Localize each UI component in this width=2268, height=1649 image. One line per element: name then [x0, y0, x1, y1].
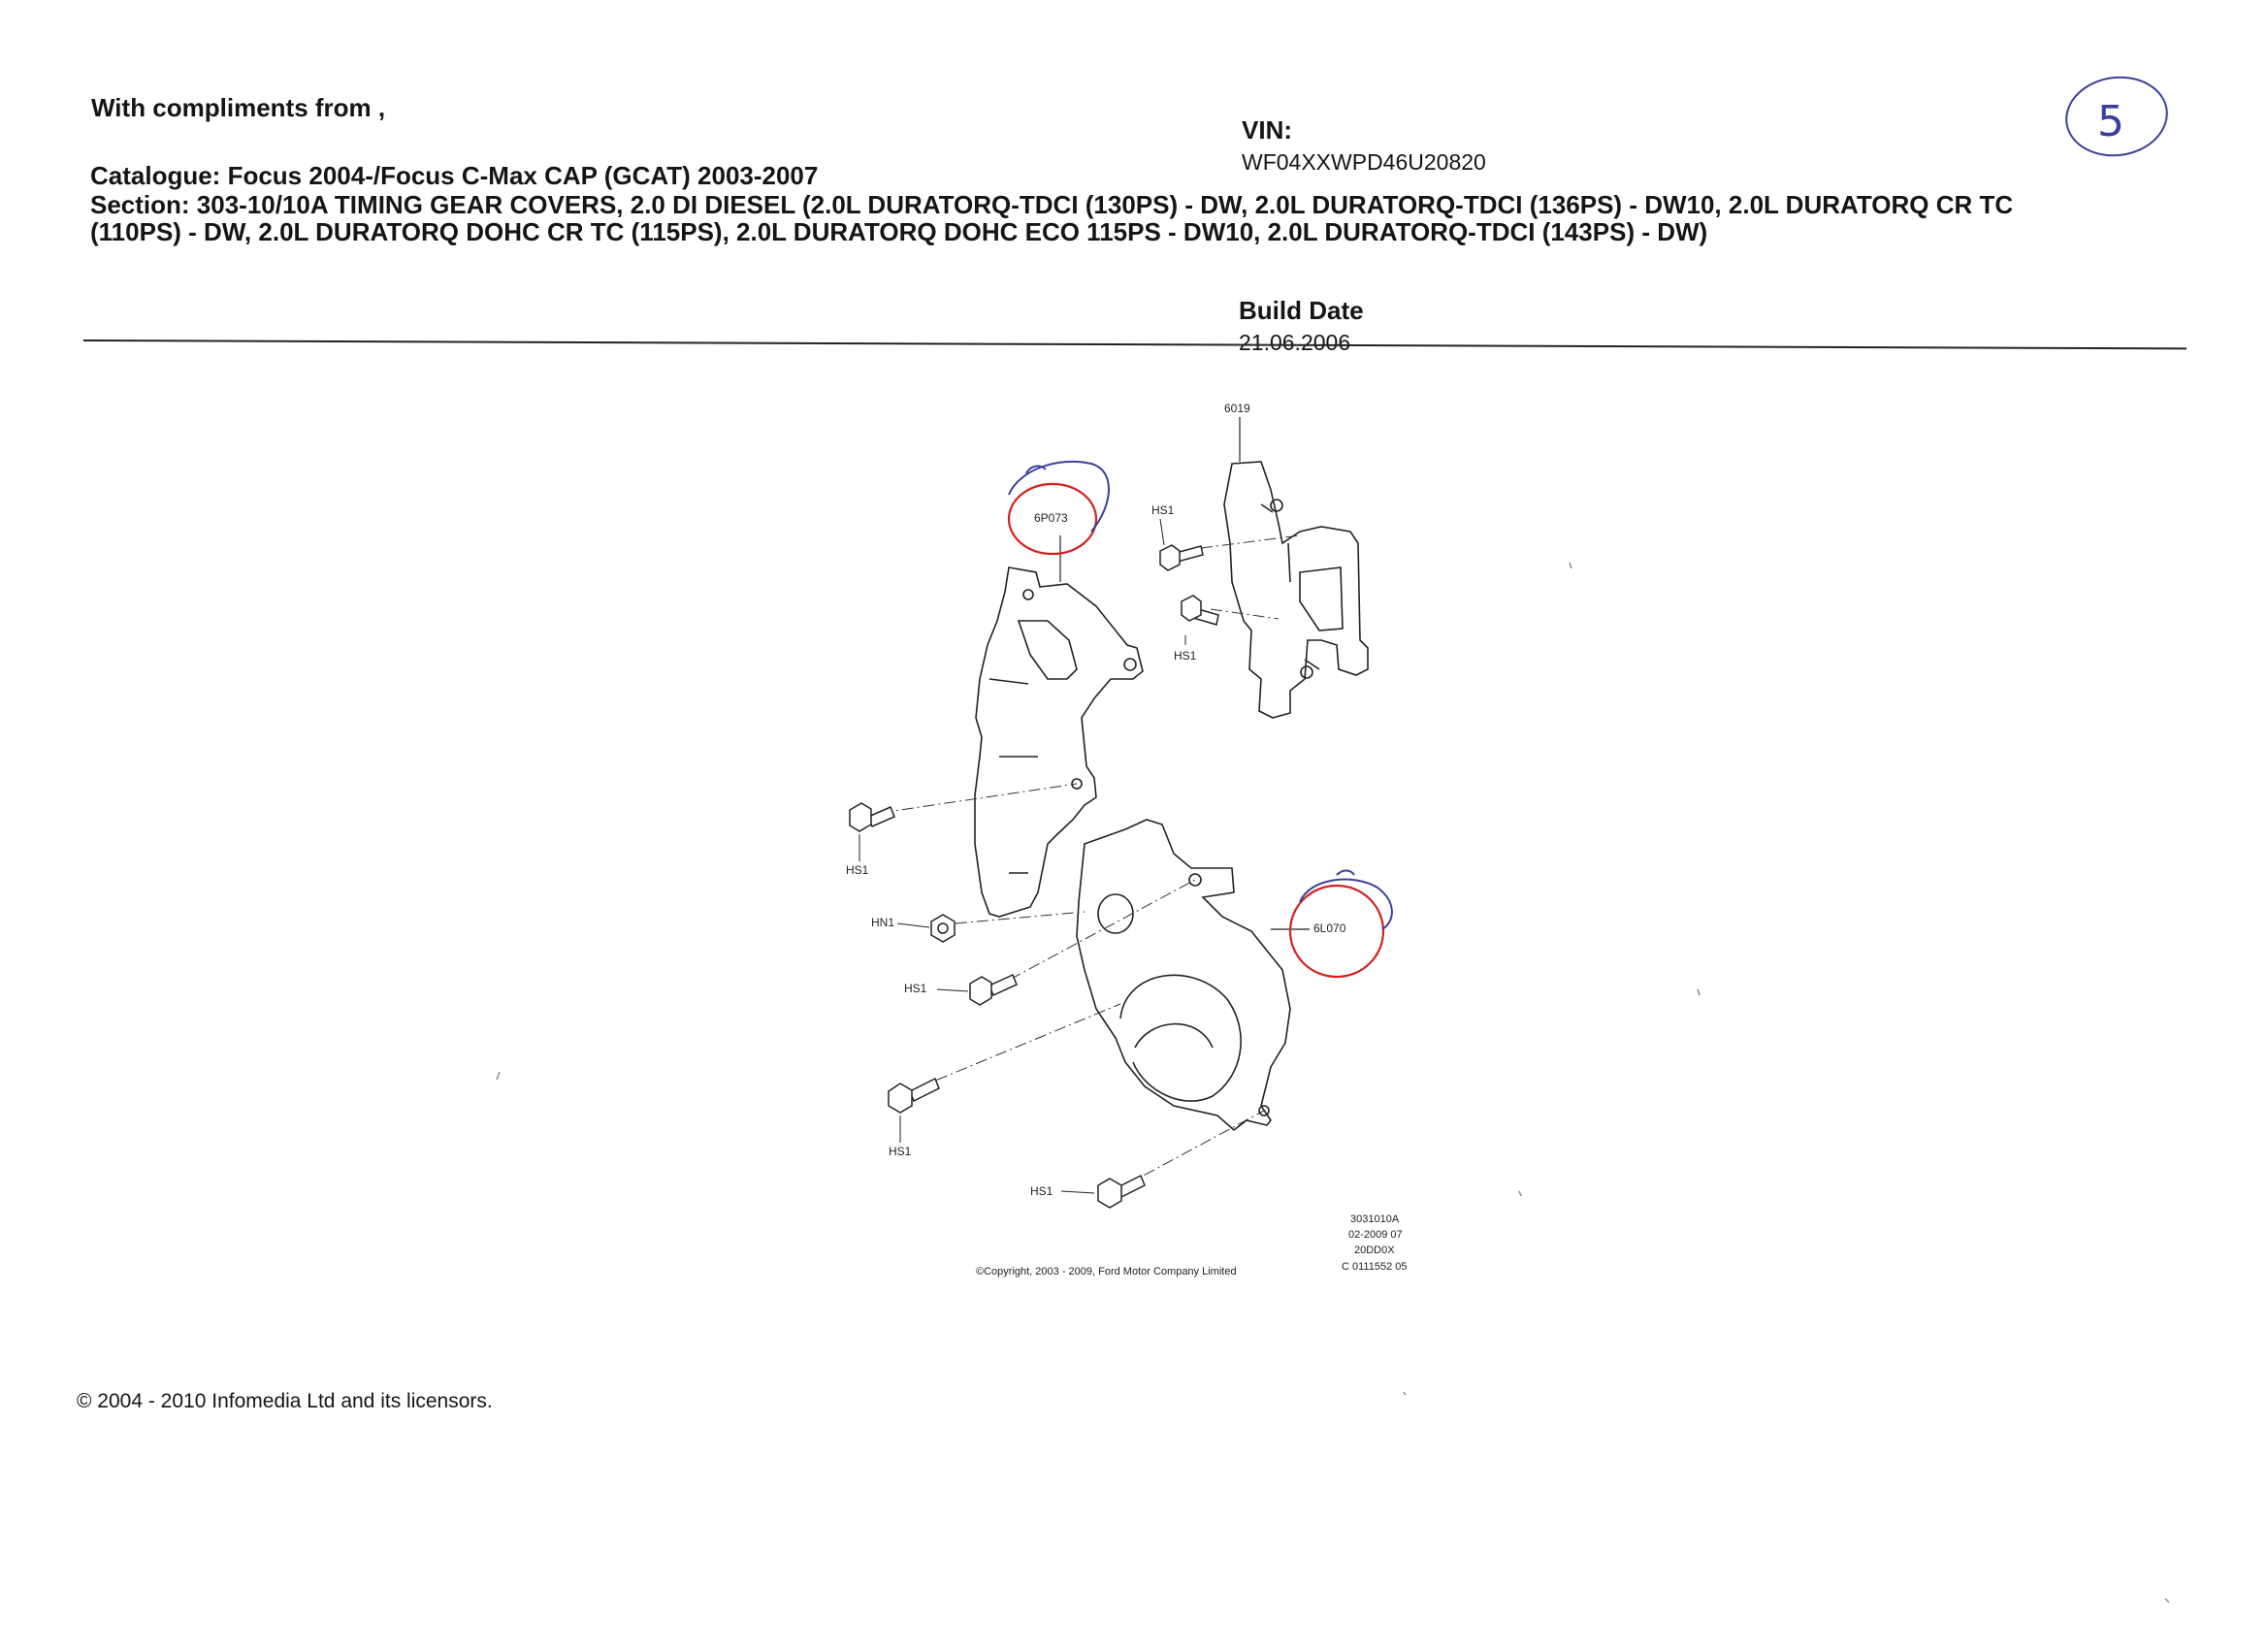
- ref-code-4: C 0111552 05: [1342, 1261, 1408, 1273]
- scan-specks: [497, 563, 2169, 1602]
- bolt-hs1-bottom: [1098, 1176, 1145, 1208]
- pen-marks: [116, 71, 2172, 1082]
- build-date-label: Build Date: [1239, 296, 1364, 325]
- page-number-annotation: 5: [2097, 97, 2124, 146]
- fastener-label-hs1-bottom: HS1: [1030, 1184, 1053, 1198]
- fastener-label-hs1-top-a: HS1: [1151, 503, 1175, 517]
- compliments-line: With compliments from ,: [91, 93, 386, 122]
- fastener-label-hn1: HN1: [871, 916, 895, 929]
- fastener-label-hs1-top-b: HS1: [1174, 649, 1197, 663]
- bolt-hs1-top-a: [1160, 545, 1203, 570]
- assembly-lines: [881, 535, 1300, 1185]
- fastener-label-hs1-left: HS1: [846, 863, 869, 877]
- part-label-6P073: 6P073: [1034, 511, 1068, 525]
- section-title-line-2: (110PS) - DW, 2.0L DURATORQ DOHC CR TC (115PS), 2.0L DURATORQ DOHC ECO 115PS - DW10, 2.0L DURATORQ-TDCI (143PS) - DW): [90, 217, 1708, 246]
- ref-code-2: 02-2009 07: [1348, 1229, 1403, 1241]
- lower-cover-drawing: [1077, 820, 1290, 1130]
- bolt-hs1-mid: [970, 975, 1017, 1005]
- section-title-line-1: Section: 303-10/10A TIMING GEAR COVERS, 2.0 DI DIESEL (2.0L DURATORQ-TDCI (130PS) - DW, 2.0L DURATORQ-TDCI (136PS) - DW10, 2.0L DURATORQ CR TC: [90, 190, 2014, 219]
- bolt-hs1-left: [850, 803, 894, 831]
- part-label-6019: 6019: [1224, 402, 1250, 415]
- ref-code-3: 20DD0X: [1354, 1245, 1395, 1256]
- bolt-hs1-lower-left: [889, 1079, 939, 1113]
- upper-cover-right-drawing: [1224, 462, 1368, 718]
- catalogue-title: Catalogue: Focus 2004-/Focus C-Max CAP (GCAT) 2003-2007: [90, 161, 819, 190]
- fastener-label-hs1-mid: HS1: [904, 982, 927, 995]
- build-date-value: 21.06.2006: [1239, 330, 1351, 355]
- bolt-hs1-top-b: [1182, 596, 1218, 625]
- diagram-copyright: ©Copyright, 2003 - 2009, Ford Motor Company Limited: [976, 1266, 1237, 1277]
- ref-code-1: 3031010A: [1350, 1213, 1400, 1225]
- part-label-6L070: 6L070: [1313, 922, 1346, 935]
- fastener-label-hs1-lower-left: HS1: [889, 1145, 912, 1158]
- upper-cover-left-drawing: [975, 567, 1143, 917]
- nut-hn1: [931, 915, 955, 942]
- vin-label: VIN:: [1242, 115, 1292, 145]
- page-footer: © 2004 - 2010 Infomedia Ltd and its licensors.: [77, 1390, 493, 1412]
- highlight-circles: [1009, 484, 1383, 977]
- vin-value: WF04XXWPD46U20820: [1242, 149, 1486, 175]
